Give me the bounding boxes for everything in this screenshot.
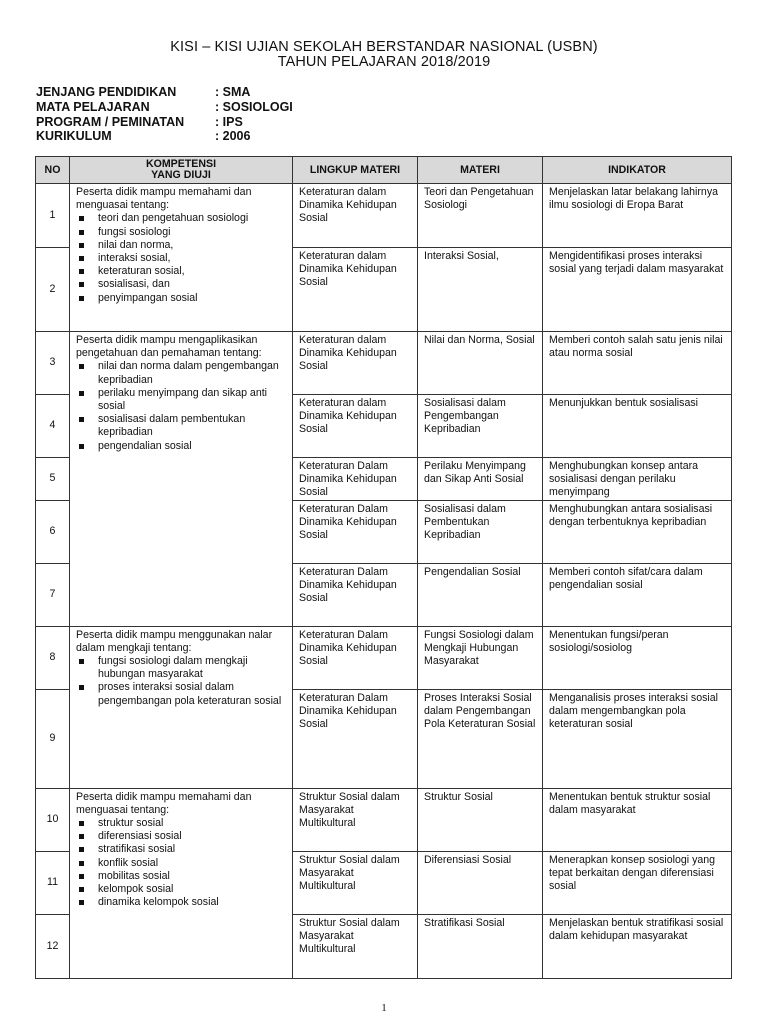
- lingkup-cell: Struktur Sosial dalam Masyarakat Multikultural: [293, 788, 418, 851]
- kisi-table: [35, 156, 732, 979]
- row-number: 8: [36, 626, 70, 689]
- header-materi: MATERI: [418, 157, 543, 184]
- lingkup-cell: Keteraturan Dalam Dinamika Kehidupan Sosial: [293, 500, 418, 563]
- indikator-cell: Menganalisis proses interaksi sosial dalam mengembangkan pola keteraturan sosial: [543, 689, 732, 788]
- kompetensi-cell: [70, 184, 293, 332]
- meta-label: MATA PELAJARAN: [36, 99, 150, 114]
- kompetensi-list: [76, 817, 286, 909]
- list-item: sosialisasi dalam pembentukan kepribadian: [76, 413, 286, 439]
- row-number: 10: [36, 788, 70, 851]
- meta-value: : SOSIOLOGI: [215, 99, 293, 114]
- materi-cell: Struktur Sosial: [418, 788, 543, 851]
- indikator-cell: Menerapkan konsep sosiologi yang tepat berkaitan dengan diferensiasi sosial: [543, 851, 732, 914]
- list-item: kelompok sosial: [76, 883, 286, 896]
- lingkup-cell: Keteraturan Dalam Dinamika Kehidupan Sosial: [293, 626, 418, 689]
- table-header-row: [36, 157, 732, 184]
- meta-row-mapel: [36, 100, 293, 115]
- list-item: pengendalian sosial: [76, 440, 286, 453]
- lingkup-cell: Keteraturan dalam Dinamika Kehidupan Sosial: [293, 395, 418, 458]
- indikator-cell: Menghubungkan konsep antara sosialisasi dengan perilaku menyimpang: [543, 458, 732, 501]
- materi-cell: Interaksi Sosial,: [418, 248, 543, 332]
- list-item: sosialisasi, dan: [76, 278, 286, 291]
- indikator-cell: Menghubungkan antara sosialisasi dengan terbentuknya kepribadian: [543, 500, 732, 563]
- list-item: nilai dan norma dalam pengembangan kepribadian: [76, 360, 286, 386]
- header-no: NO: [36, 157, 70, 184]
- meta-label: JENJANG PENDIDIKAN: [36, 85, 177, 99]
- list-item: dinamika kelompok sosial: [76, 896, 286, 909]
- kompetensi-cell: [70, 626, 293, 788]
- materi-cell: Stratifikasi Sosial: [418, 914, 543, 978]
- list-item: stratifikasi sosial: [76, 843, 286, 856]
- list-item: proses interaksi sosial dalam pengembangan pola keteraturan sosial: [76, 681, 286, 707]
- indikator-cell: Menentukan bentuk struktur sosial dalam masyarakat: [543, 788, 732, 851]
- meta-label: KURIKULUM: [36, 129, 112, 144]
- row-number: 2: [36, 248, 70, 332]
- materi-cell: Teori dan Pengetahuan Sosiologi: [418, 184, 543, 248]
- indikator-cell: Menjelaskan latar belakang lahirnya ilmu sosiologi di Eropa Barat: [543, 184, 732, 248]
- lingkup-cell: Keteraturan dalam Dinamika Kehidupan Sosial: [293, 248, 418, 332]
- kompetensi-list: [76, 360, 286, 452]
- indikator-cell: Menentukan fungsi/peran sosiologi/sosiolog: [543, 626, 732, 689]
- page-number: 1: [381, 1002, 387, 1014]
- kompetensi-cell: [70, 332, 293, 627]
- kompetensi-intro: Peserta didik mampu memahami dan menguasai tentang:: [76, 186, 252, 212]
- row-number: 3: [36, 332, 70, 395]
- row-number: 7: [36, 563, 70, 626]
- list-item: interaksi sosial,: [76, 252, 286, 265]
- table-row: [36, 788, 732, 851]
- materi-cell: Diferensiasi Sosial: [418, 851, 543, 914]
- meta-row-jenjang: [36, 85, 293, 100]
- materi-cell: Fungsi Sosiologi dalam Mengkaji Hubungan Masyarakat: [418, 626, 543, 689]
- list-item: mobilitas sosial: [76, 870, 286, 883]
- row-number: 9: [36, 689, 70, 788]
- meta-value: : 2006: [215, 129, 251, 144]
- lingkup-cell: Keteraturan dalam Dinamika Kehidupan Sosial: [293, 184, 418, 248]
- materi-cell: Perilaku Menyimpang dan Sikap Anti Sosial: [418, 458, 543, 501]
- indikator-cell: Menjelaskan bentuk stratifikasi sosial dalam kehidupan masyarakat: [543, 914, 732, 978]
- indikator-cell: Memberi contoh sifat/cara dalam pengendalian sosial: [543, 563, 732, 626]
- document-meta: [36, 85, 293, 144]
- header-kompetensi: KOMPETENSI YANG DIUJI: [70, 157, 293, 184]
- row-number: 5: [36, 458, 70, 501]
- kompetensi-list: [76, 212, 286, 304]
- row-number: 4: [36, 395, 70, 458]
- indikator-cell: Memberi contoh salah satu jenis nilai atau norma sosial: [543, 332, 732, 395]
- table-row: [36, 332, 732, 395]
- lingkup-cell: Struktur Sosial dalam Masyarakat Multikultural: [293, 851, 418, 914]
- kompetensi-intro: Peserta didik mampu memahami dan menguasai tentang:: [76, 790, 252, 816]
- table-row: [36, 626, 732, 689]
- lingkup-cell: Keteraturan Dalam Dinamika Kehidupan Sosial: [293, 689, 418, 788]
- meta-label: PROGRAM / PEMINATAN: [36, 114, 185, 129]
- lingkup-cell: Keteraturan Dalam Dinamika Kehidupan Sosial: [293, 458, 418, 501]
- header-indikator: INDIKATOR: [543, 157, 732, 184]
- list-item: struktur sosial: [76, 817, 286, 830]
- list-item: fungsi sosiologi dalam mengkaji hubungan masyarakat: [76, 655, 286, 681]
- row-number: 1: [36, 184, 70, 248]
- kompetensi-intro: Peserta didik mampu menggunakan nalar dalam mengkaji tentang:: [76, 628, 273, 654]
- materi-cell: Proses Interaksi Sosial dalam Pengembangan Pola Keteraturan Sosial: [418, 689, 543, 788]
- meta-row-program: [36, 115, 293, 130]
- row-number: 6: [36, 500, 70, 563]
- lingkup-cell: Keteraturan dalam Dinamika Kehidupan Sosial: [293, 332, 418, 395]
- list-item: perilaku menyimpang dan sikap anti sosial: [76, 387, 286, 413]
- meta-row-kurikulum: [36, 129, 293, 144]
- materi-cell: Sosialisasi dalam Pembentukan Kepribadian: [418, 500, 543, 563]
- kompetensi-intro: Peserta didik mampu mengaplikasikan pengetahuan dan pemahaman tentang:: [76, 334, 262, 360]
- lingkup-cell: Keteraturan Dalam Dinamika Kehidupan Sosial: [293, 563, 418, 626]
- list-item: teori dan pengetahuan sosiologi: [76, 212, 286, 225]
- document-title-line1: KISI – KISI UJIAN SEKOLAH BERSTANDAR NASIONAL (USBN): [170, 39, 598, 55]
- indikator-cell: Mengidentifikasi proses interaksi sosial yang terjadi dalam masyarakat: [543, 248, 732, 332]
- list-item: konflik sosial: [76, 857, 286, 870]
- document-title-line2: TAHUN PELAJARAN 2018/2019: [277, 54, 491, 70]
- list-item: fungsi sosiologi: [76, 226, 286, 239]
- header-lingkup: LINGKUP MATERI: [293, 157, 418, 184]
- row-number: 11: [36, 851, 70, 914]
- kompetensi-list: [76, 655, 286, 708]
- materi-cell: Nilai dan Norma, Sosial: [418, 332, 543, 395]
- materi-cell: Pengendalian Sosial: [418, 563, 543, 626]
- list-item: penyimpangan sosial: [76, 292, 286, 305]
- kompetensi-cell: [70, 788, 293, 978]
- lingkup-cell: Struktur Sosial dalam Masyarakat Multikultural: [293, 914, 418, 978]
- row-number: 12: [36, 914, 70, 978]
- list-item: nilai dan norma,: [76, 239, 286, 252]
- indikator-cell: Menunjukkan bentuk sosialisasi: [543, 395, 732, 458]
- meta-value: : IPS: [215, 114, 243, 129]
- list-item: diferensiasi sosial: [76, 830, 286, 843]
- materi-cell: Sosialisasi dalam Pengembangan Kepribadian: [418, 395, 543, 458]
- meta-value: : SMA: [215, 85, 251, 99]
- table-row: [36, 184, 732, 248]
- list-item: keteraturan sosial,: [76, 265, 286, 278]
